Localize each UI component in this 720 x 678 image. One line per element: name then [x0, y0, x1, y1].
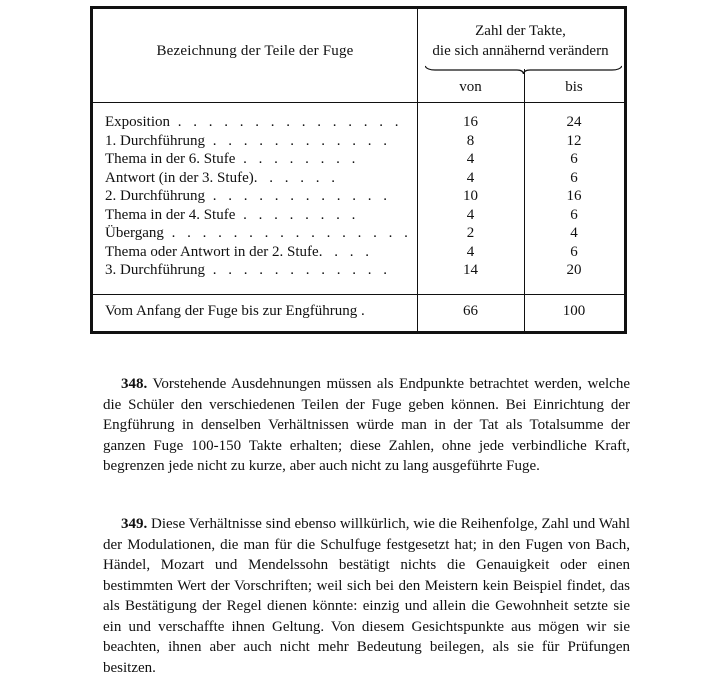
row-label: 3. Durchführung . . . . . . . . . . . .: [105, 262, 391, 278]
paragraph-348: [103, 374, 630, 477]
paragraph-text: Diese Verhältnisse sind ebenso willkürlich, wie die Reihenfolge, Zahl und Wahl der Modulationen, die man für die Schulfuge festgesetzt hat; in den Fugen von Bach, Händel, Mozart und Mendelssohn bestätigt nichts die Genauigkeit oder einen bestimmten Wert der Vorschriften; weil sich bei den Meistern kein Beispiel findet, das als Bestätigung der Regel dienen könnte: einzig und allein die Gewohnheit setzte sie ein und verschaffte ihnen Geltung. Von diesem Gesichtspunkte aus mögen wir sie beachten, ihnen aber auch nicht mehr Bedeutung beilegen, als sie für Prüfungen besitzen.: [103, 516, 631, 676]
table-row: [93, 244, 624, 263]
table-row: [93, 133, 624, 152]
paragraph-349: [103, 514, 630, 678]
row-bis: 6: [570, 151, 578, 167]
row-bis: 4: [570, 225, 578, 241]
header-separator: [93, 102, 624, 103]
header-measures-line1: Zahl der Takte,: [475, 23, 566, 39]
header-measures: [417, 21, 624, 61]
table-row: [93, 225, 624, 244]
row-von: 4: [466, 206, 475, 223]
subheader-von: von: [459, 79, 482, 95]
row-von: 2: [466, 225, 475, 241]
header-brace: [425, 64, 622, 74]
row-bis: 6: [570, 169, 578, 186]
header-parts: Bezeichnung der Teile der Fuge: [156, 43, 354, 59]
row-von: 8: [466, 132, 475, 149]
row-von: 4: [466, 169, 475, 186]
subheader-bis: bis: [565, 79, 583, 95]
row-label: Thema in der 6. Stufe . . . . . . . .: [105, 151, 360, 167]
row-bis: 6: [570, 206, 578, 223]
row-bis: 24: [566, 114, 582, 130]
fugue-proportions-table: [90, 6, 627, 334]
table-body: [93, 114, 624, 281]
row-label: 1. Durchführung . . . . . . . . . . . .: [105, 132, 391, 149]
row-label: Thema oder Antwort in der 2. Stufe. . . .: [105, 243, 373, 260]
header-measures-line2: die sich annähernd verändern: [432, 43, 609, 59]
row-label: 2. Durchführung . . . . . . . . . . . .: [105, 188, 391, 204]
total-bis: 100: [562, 303, 586, 319]
row-von: 14: [463, 262, 478, 278]
table-row: [93, 188, 624, 207]
paragraph-text: Vorstehende Ausdehnungen müssen als Endpunkte betrachtet werden, welche die Schüler den verschiedenen Teilen der Fuge geben können. Bei Einrichtung der Engführung in denselben Verhältnissen würde man in der Tat als Totalsumme der ganzen Fuge 100-150 Takte erhalten; diese Zahlen, ohne jede verbindliche Kraft, begrenzen jede nicht zu kurze, aber auch nicht zu lang ausgeführte Fuge.: [103, 376, 630, 474]
table-row: [93, 262, 624, 281]
row-bis: 16: [566, 188, 582, 204]
row-von: 4: [466, 243, 475, 260]
table-row: [93, 207, 624, 226]
row-label: Thema in der 4. Stufe . . . . . . . .: [105, 206, 360, 223]
row-von: 16: [463, 114, 478, 130]
row-von: 10: [463, 188, 478, 204]
row-bis: 12: [566, 132, 582, 149]
total-von: 66: [463, 303, 478, 319]
table-row: [93, 170, 624, 189]
table-row: [93, 151, 624, 170]
row-bis: 6: [570, 243, 578, 260]
table-row: [93, 114, 624, 133]
row-von: 4: [466, 151, 475, 167]
total-separator: [93, 294, 624, 295]
row-label: Exposition . . . . . . . . . . . . . . .: [105, 114, 403, 130]
paragraph-number: 349.: [121, 516, 148, 532]
row-bis: 20: [566, 262, 582, 278]
row-label: Übergang . . . . . . . . . . . . . . . .: [105, 225, 412, 241]
total-label: Vom Anfang der Fuge bis zur Engführung .: [105, 303, 365, 319]
paragraph-number: 348.: [121, 376, 148, 392]
row-label: Antwort (in der 3. Stufe). . . . . .: [105, 169, 339, 186]
total-row: [93, 303, 624, 327]
